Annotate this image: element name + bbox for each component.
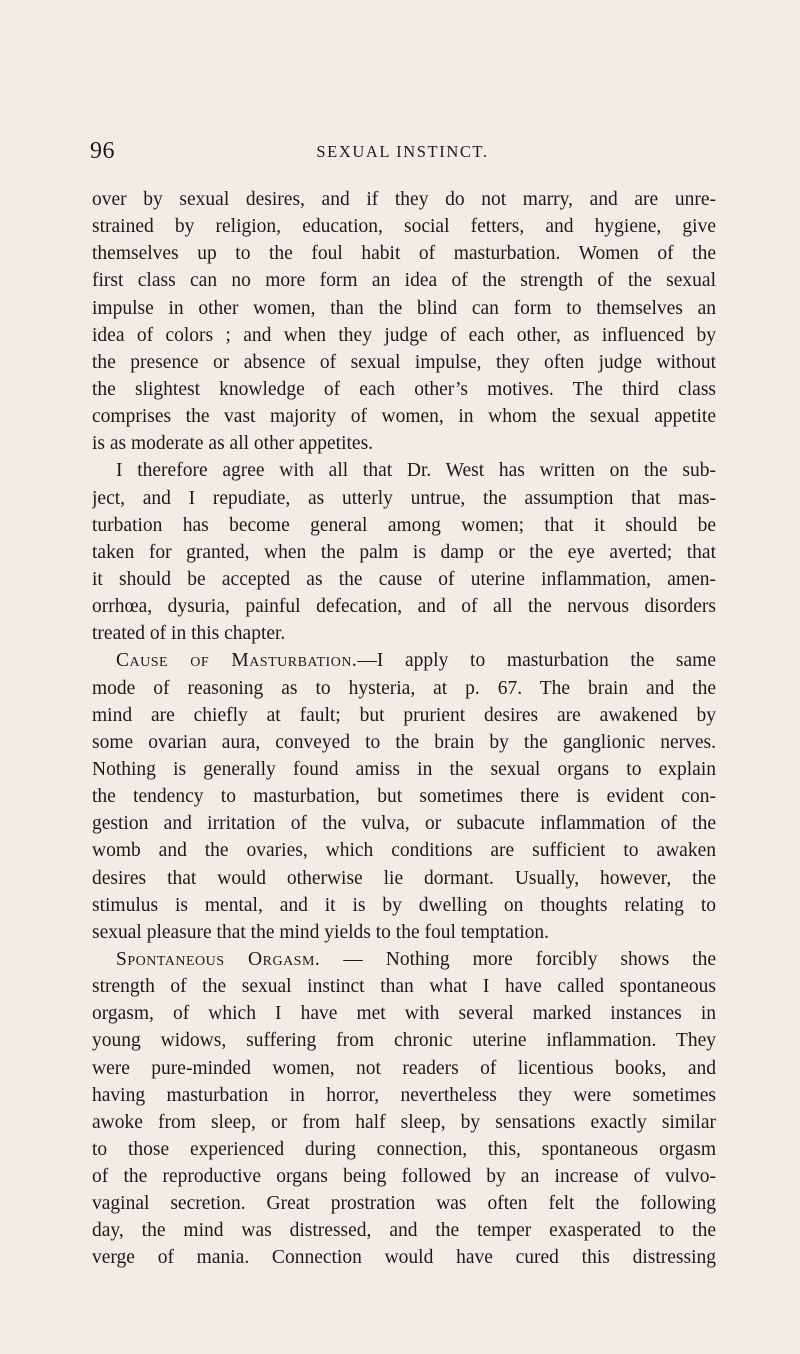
text-line (92, 403, 716, 430)
text-line (92, 430, 716, 457)
text-line (92, 457, 716, 484)
section-heading: Cause of Masturbation. (116, 650, 358, 672)
text-line (92, 1136, 716, 1163)
line-text: turbation has become general among women; that it should be (92, 514, 716, 536)
text-line (92, 675, 716, 702)
text-line (92, 1244, 716, 1271)
text-line (92, 620, 716, 647)
text-line (92, 1055, 716, 1082)
line-text: gestion and irritation of the vulva, or subacute inflammation of the (92, 813, 716, 835)
text-line (92, 919, 716, 946)
text-line (92, 295, 716, 322)
line-text: vaginal secretion. Great prostration was often felt the following (92, 1193, 716, 1215)
section-heading: Spontaneous Orgasm. (116, 948, 321, 970)
text-line (92, 973, 716, 1000)
text-line (92, 485, 716, 512)
line-text: it should be accepted as the cause of uterine inflammation, amen- (92, 568, 716, 590)
line-text: taken for granted, when the palm is damp or the eye averted; that (92, 541, 716, 563)
line-text: strained by religion, education, social fetters, and hygiene, give (92, 216, 716, 238)
line-text: is as moderate as all other appetites. (92, 433, 374, 455)
text-line (92, 1109, 716, 1136)
text-line (92, 946, 716, 973)
text-line (92, 1217, 716, 1244)
line-text: Nothing is generally found amiss in the sexual organs to explain (92, 758, 716, 780)
text-line (92, 186, 716, 213)
line-text: idea of colors ; and when they judge of each other, as influenced by (92, 324, 716, 346)
text-line (92, 1082, 716, 1109)
text-line (92, 837, 716, 864)
line-text: sexual pleasure that the mind yields to the foul temptation. (92, 921, 550, 943)
line-text: strength of the sexual instinct than what I have called spontaneous (92, 976, 716, 998)
line-text: day, the mind was distressed, and the temper exasperated to the (92, 1220, 716, 1242)
text-line (92, 240, 716, 267)
text-line (92, 213, 716, 240)
line-text: — Nothing more forcibly shows the (320, 948, 716, 970)
running-title: SEXUAL INSTINCT. (316, 142, 489, 161)
text-line (92, 566, 716, 593)
line-text: to those experienced during connection, this, spontaneous orgasm (92, 1138, 716, 1160)
line-text: verge of mania. Connection would have cured this distressing (92, 1247, 716, 1269)
text-line (92, 702, 716, 729)
line-text: having masturbation in horror, nevertheless they were sometimes (92, 1084, 716, 1106)
line-text: the tendency to masturbation, but sometimes there is evident con- (92, 786, 716, 808)
line-text: comprises the vast majority of women, in whom the sexual appetite (92, 406, 716, 428)
line-text: some ovarian aura, conveyed to the brain by the ganglionic nerves. (92, 731, 716, 753)
line-text: young widows, suffering from chronic uterine inflammation. They (92, 1030, 716, 1052)
text-line (92, 1027, 716, 1054)
line-text: orgasm, of which I have met with several marked instances in (92, 1003, 716, 1025)
line-text: —I apply to masturbation the same (357, 650, 716, 672)
page-number: 96 (90, 138, 115, 164)
text-line (92, 539, 716, 566)
line-text: impulse in other women, than the blind can form to themselves an (92, 297, 716, 319)
text-line (92, 593, 716, 620)
text-line (92, 1190, 716, 1217)
line-text: orrhœa, dysuria, painful defecation, and of all the nervous disorders (92, 596, 716, 618)
line-text: ject, and I repudiate, as utterly untrue, the assumption that mas- (92, 487, 716, 509)
text-line (92, 267, 716, 294)
text-line (92, 1163, 716, 1190)
line-text: first class can no more form an idea of the strength of the sexual (92, 270, 716, 292)
text-line (92, 865, 716, 892)
line-text: of the reproductive organs being followed by an increase of vulvo- (92, 1166, 716, 1188)
line-text: I therefore agree with all that Dr. West has written on the sub- (116, 460, 716, 482)
line-text: stimulus is mental, and it is by dwelling on thoughts relating to (92, 894, 716, 916)
line-text: were pure-minded women, not readers of licentious books, and (92, 1057, 716, 1079)
line-text: the slightest knowledge of each other’s motives. The third class (92, 378, 716, 400)
page-header (90, 138, 715, 168)
line-text: the presence or absence of sexual impulse, they often judge without (92, 351, 716, 373)
line-text: mode of reasoning as to hysteria, at p. 67. The brain and the (92, 677, 716, 699)
text-line (92, 322, 716, 349)
text-line (92, 756, 716, 783)
text-line (92, 729, 716, 756)
text-line (92, 783, 716, 810)
text-line (92, 810, 716, 837)
text-line (92, 512, 716, 539)
text-line (92, 349, 716, 376)
text-line (92, 1000, 716, 1027)
line-text: womb and the ovaries, which conditions are sufficient to awaken (92, 840, 716, 862)
text-line (92, 647, 716, 674)
line-text: desires that would otherwise lie dormant. Usually, however, the (92, 867, 716, 889)
line-text: themselves up to the foul habit of masturbation. Women of the (92, 243, 716, 265)
line-text: treated of in this chapter. (92, 623, 286, 645)
body-text (92, 186, 716, 1272)
line-text: mind are chiefly at fault; but prurient desires are awakened by (92, 704, 716, 726)
text-line (92, 892, 716, 919)
line-text: awoke from sleep, or from half sleep, by sensations exactly similar (92, 1111, 716, 1133)
line-text: over by sexual desires, and if they do not marry, and are unre- (92, 189, 716, 210)
text-line (92, 376, 716, 403)
